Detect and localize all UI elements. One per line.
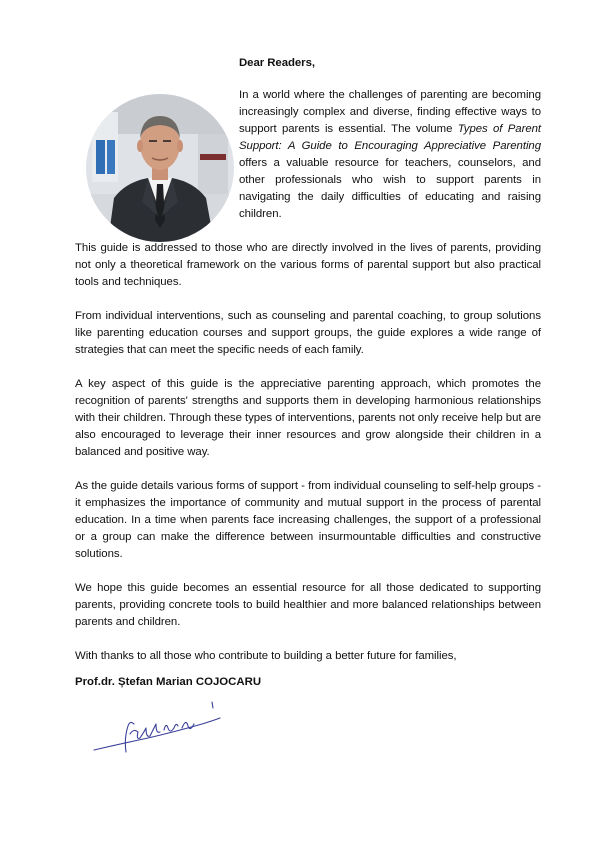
letter-body: [75, 240, 541, 682]
intro-text-start: In a world where the challenges of parenting are becoming increasingly complex and diverse, finding effective ways to support parents is essential. The volume: [239, 89, 541, 135]
intro-text-end: offers a valuable resource for teachers, counselors, and other professionals who wish to support parents in navigating the daily difficulties of educating and raising children.: [239, 157, 541, 220]
body-paragraph: As the guide details various forms of support - from individual counseling to self-help groups - it emphasizes the importance of community and mutual support in the process of parental education. In a time when parents face increasing challenges, the support of a professional or a group can make the difference between insurmountable difficulties and constructive solutions.: [75, 480, 541, 560]
body-paragraph: From individual interventions, such as counseling and parental coaching, to group solutions like parenting education courses and support groups, the guide explores a wide range of strategies that can meet the specific needs of each family.: [75, 310, 541, 356]
body-paragraph: This guide is addressed to those who are directly involved in the lives of parents, providing not only a theoretical framework on the various forms of parental support but also practical tools and techniques.: [75, 242, 541, 288]
salutation: Dear Readers,: [239, 57, 315, 69]
book-title: Types of Parent Support: A Guide to Encouraging Appreciative Parenting: [239, 123, 542, 152]
handwritten-signature: [90, 698, 230, 769]
intro-block: [239, 55, 541, 223]
intro-paragraph: [239, 87, 541, 223]
closing-line: With thanks to all those who contribute to building a better future for families,: [75, 650, 457, 662]
body-paragraph: A key aspect of this guide is the appreciative parenting approach, which promotes the recognition of parents' strengths and supports them in developing harmonious relationships with their children. Through these types of interventions, parents not only receive help but are also encouraged to leverage their inner resources and grow alongside their children in a balanced and positive way.: [75, 378, 541, 458]
signatory-name: Prof.dr. Ștefan Marian COJOCARU: [75, 676, 262, 688]
author-portrait-photo: [86, 94, 234, 242]
body-paragraph: We hope this guide becomes an essential resource for all those dedicated to supporting parents, providing concrete tools to build healthier and more balanced relationships between parents and children.: [75, 582, 541, 628]
